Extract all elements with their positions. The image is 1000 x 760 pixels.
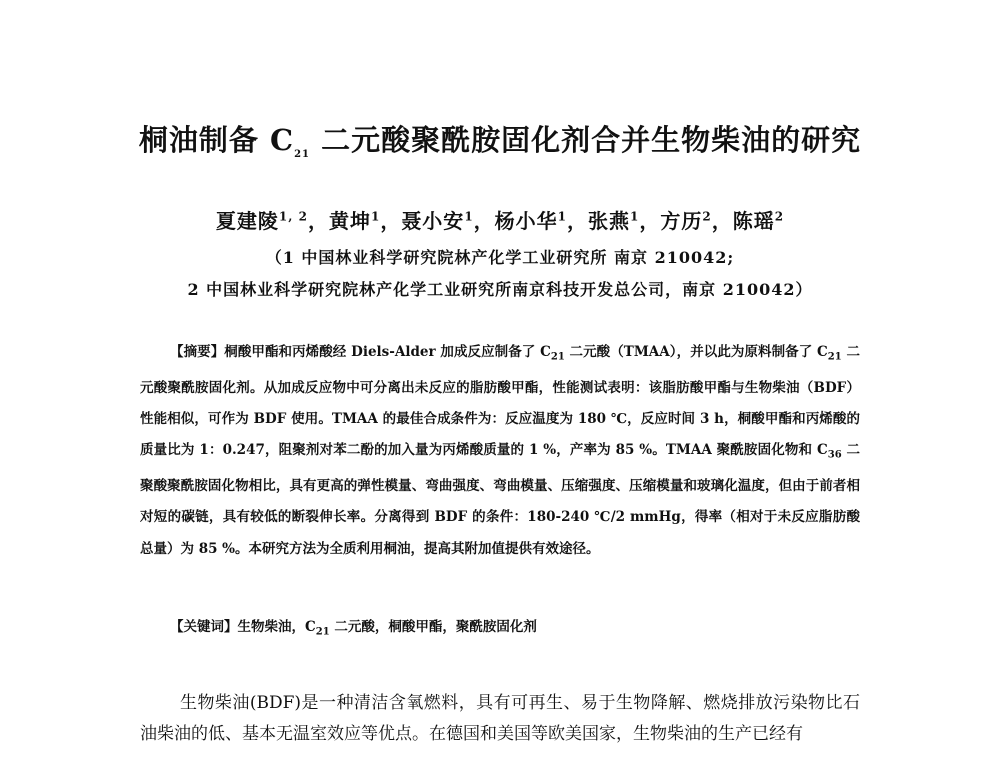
author: 黄坤$^1$ [328, 209, 381, 233]
abstract: 【摘要】桐酸甲酯和丙烯酸经 Diels-Alder 加成反应制备了 $C_{21}$ 二元酸（TMAA），并以此为原料制备了 $C_{21}$ 二元酸聚酰胺固化剂。从加成反应物中可分离出未反应的脂肪酸甲酯，性能测试表明：该脂肪酸甲酯与生物柴油（BDF）性能相似，可作为 BDF 使用。TMAA 的最佳合成条件为：反应温度为 180 ℃，反应时间 3 h，桐酸甲酯和丙烯酸的质量比为 1：0.247，阻聚剂对苯二酚的加入量为丙烯酸质量的 1 %，产率为 85 %。TMAA 聚酰胺固化物和 $C_{36}$ 二聚酸聚酰胺固化物相比，具有更高的弹性模量、弯曲强度、弯曲模量、压缩强度、压缩模量和玻璃化温度，但由于前者相对短的碳链，具有较低的断裂伸长率。分离得到 BDF 的条件：180-240 ℃/2 mmHg，得率（相对于未反应脂肪酸总量）为 85 %。本研究方法为全质利用桐油，提高其附加值提供有效途径。 [140, 344, 860, 557]
body-paragraph: 生物柴油(BDF)是一种清洁含氧燃料，具有可再生、易于生物降解、燃烧排放污染物比石油柴油的低、基本无温室效应等优点。在德国和美国等欧美国家，生物柴油的生产已经有 [140, 693, 860, 744]
author-list: 夏建陵$^{1, 2}$，黄坤$^1$，聂小安$^1$，杨小华$^1$，张燕$^1$，方历$^2$，陈瑶$^2$ [215, 209, 785, 233]
title-subscript: 21 [294, 148, 310, 160]
author: 方历$^2$ [660, 209, 712, 233]
affiliation-1: （1 中国林业科学研究院林产化学工业研究所 南京 210042; [265, 248, 735, 267]
author: 陈瑶$^2$ [732, 209, 785, 233]
author: 张燕$^1$ [588, 209, 640, 233]
keywords: 【关键词】生物柴油，$C_{21}$ 二元酸，桐酸甲酯，聚酰胺固化剂 [170, 619, 537, 638]
author: 夏建陵$^{1, 2}$ [215, 209, 308, 233]
title-text-rest: 二元酸聚酰胺固化剂合并生物柴油的研究 [310, 123, 862, 157]
author: 杨小华$^1$ [494, 209, 568, 233]
affiliation-2: 2 中国林业科学研究院林产化学工业研究所南京科技开发总公司，南京 210042） [187, 280, 813, 299]
abstract-label: 【摘要】 [170, 344, 225, 360]
paper-title [0, 118, 1000, 160]
title-text: 桐油制备 C [138, 123, 295, 157]
author: 聂小安$^1$ [401, 209, 474, 233]
keywords-label: 【关键词】 [170, 619, 238, 635]
